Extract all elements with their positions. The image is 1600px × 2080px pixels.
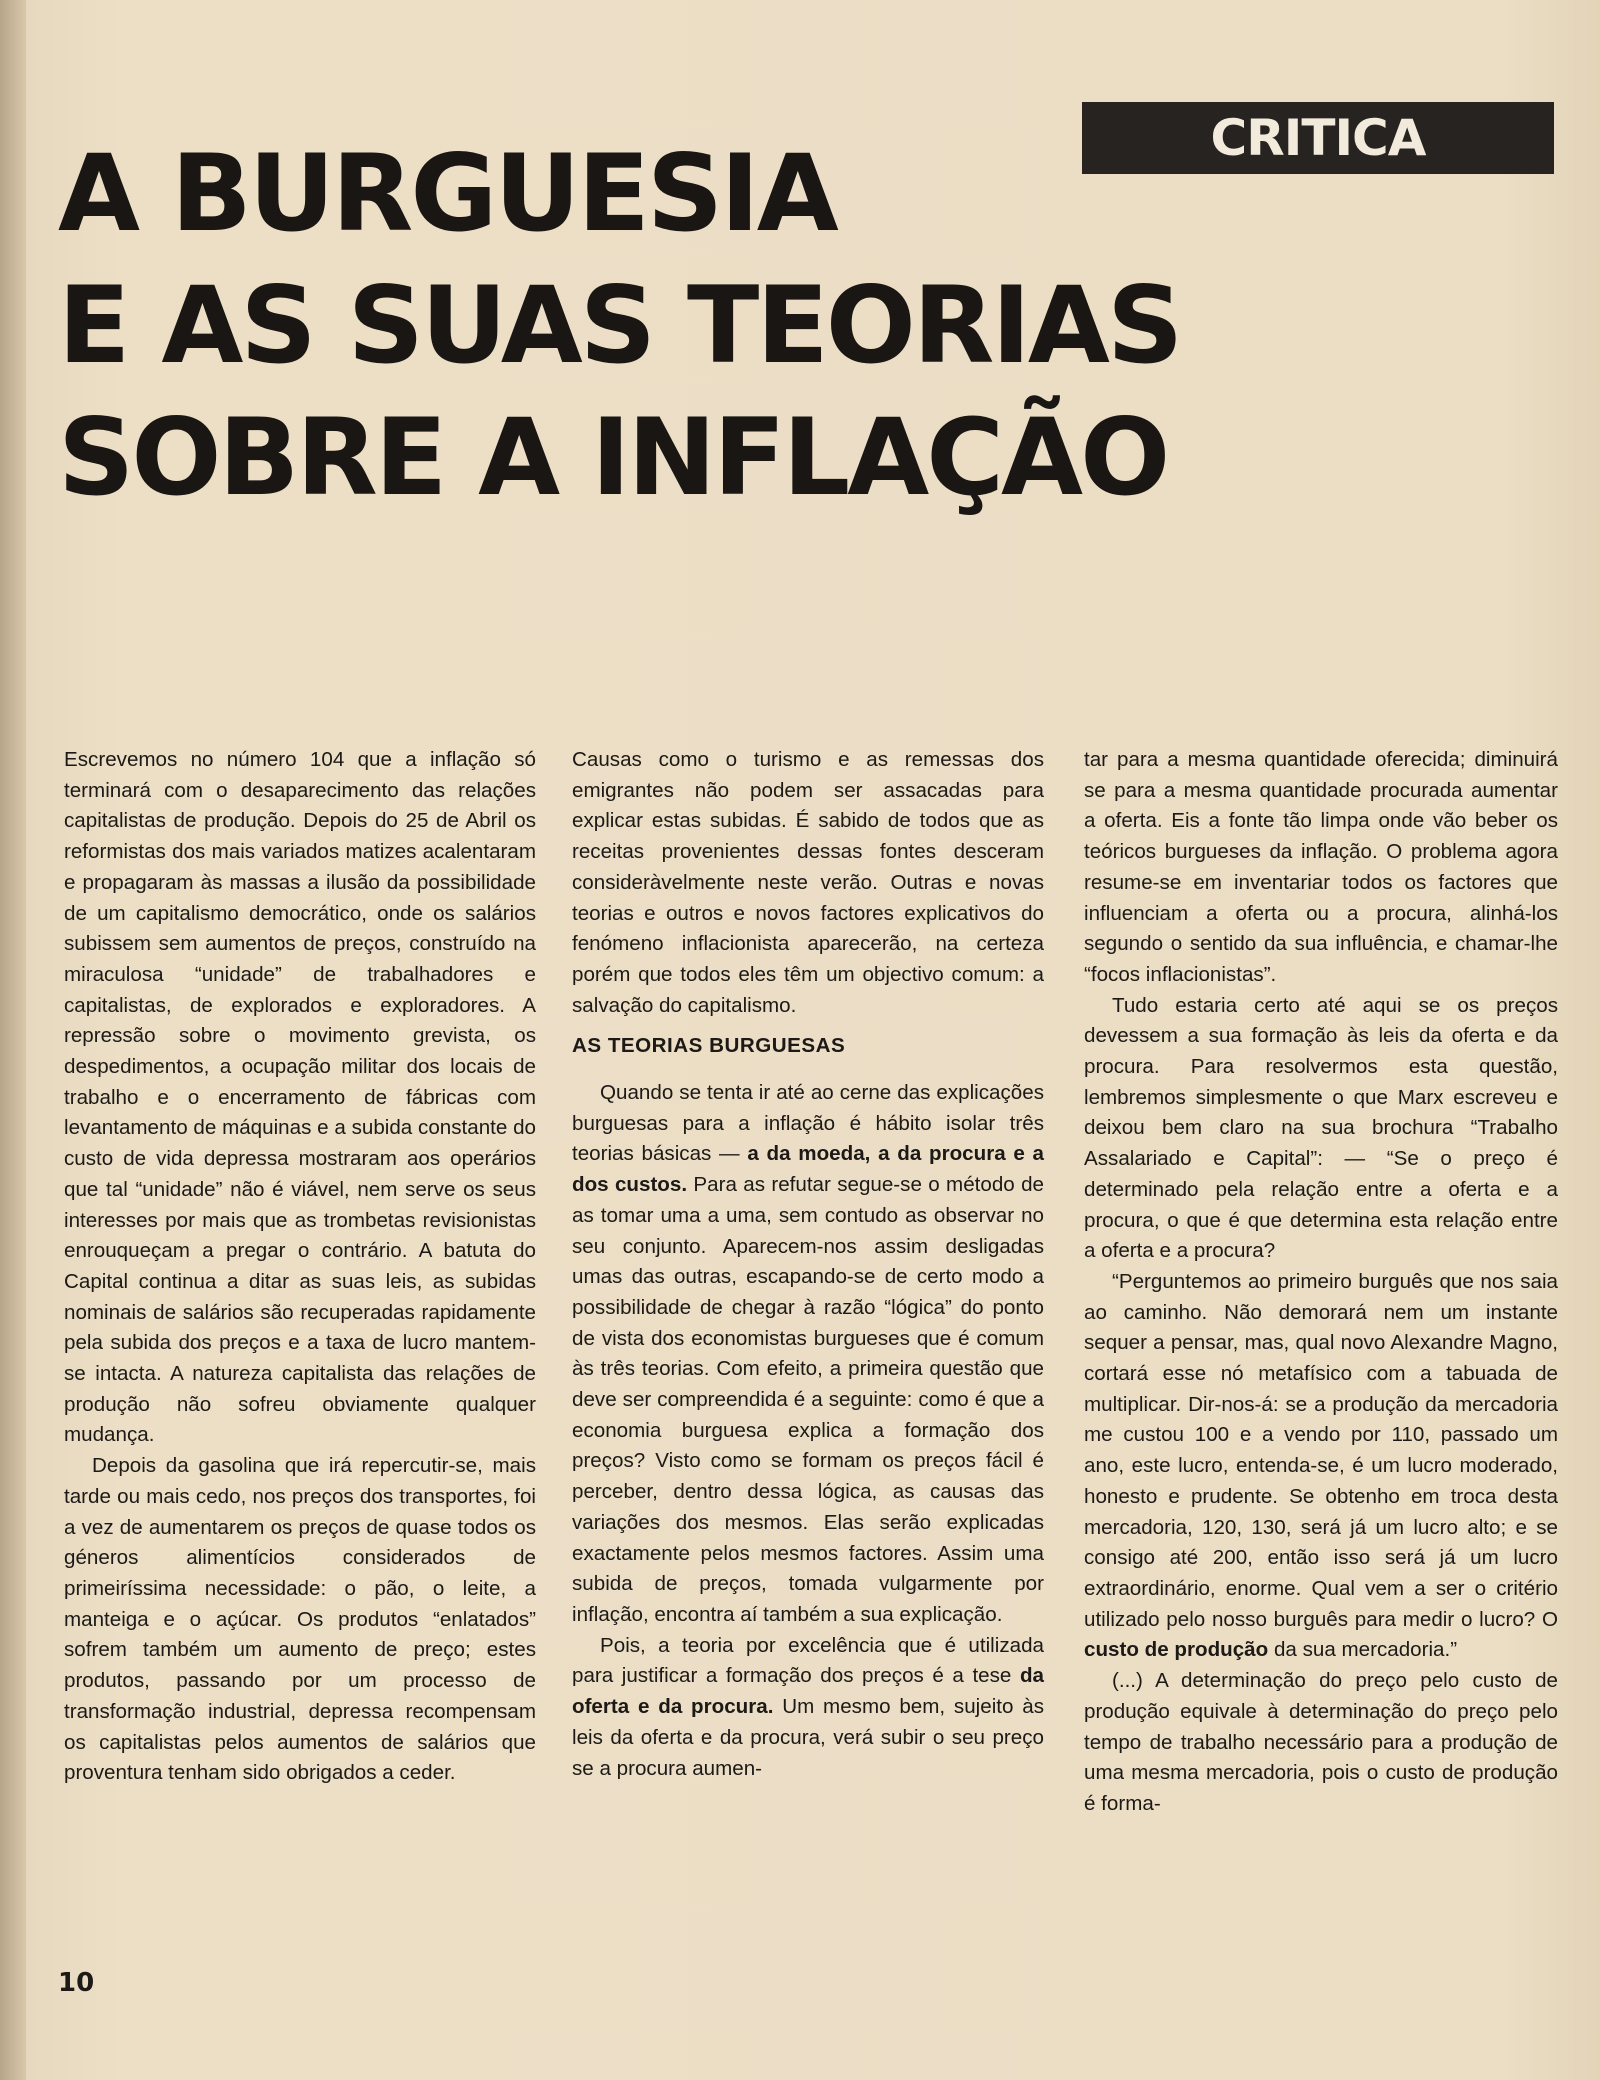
text-run: Um mesmo bem, sujeito às leis da oferta e da procura, verá subir o seu preço se a procura aumen- — [572, 1695, 1044, 1780]
section-subheading: AS TEORIAS BURGUESAS — [572, 1034, 846, 1058]
article-column-1 — [64, 745, 536, 1789]
text-run: “Perguntemos ao primeiro burguês que nos saia ao caminho. Não demorará nem um instante sequer a pensar, mas, qual novo Alexandre Magno, cortará esse nó metafísico com a tabuada de multiplicar. Dir-nos-á: se a produção da mercadoria me custou 100 e a vendo por 110, passado um ano, este lucro, entenda-se, é um lucro moderado, honesto e prudente. Se obtenho em troca desta mercadoria, 120, 130, será já um lucro alto; e se consigo até 200, então isso será já um lucro extraordinário, enorme. Qual vem a ser o critério utilizado pelo nosso burguês para medir o lucro? O — [1084, 1269, 1558, 1631]
text-run: Para as refutar segue-se o método de as tomar uma a uma, sem contudo as observar no seu conjunto. Aparecem-nos assim desligadas umas das outras, escapando-se de certo modo a possibilidade de chegar à razão “lógica” do ponto de vista dos economistas burgueses que é comum às três teorias. Com efeito, a primeira questão que deve ser compreendida é a seguinte: como é que a economia burguesa explica a formação dos preços? Visto como se formam os preços fácil é perceber, dentro dessa lógica, as causas das variações dos mesmos. Elas serão explicadas exactamente pelos mesmos factores. Assim uma subida de preços, tomada vulgarmente por inflação, encontra aí também a sua explicação. — [572, 1173, 1044, 1626]
section-label-critica: CRITICA — [1082, 102, 1554, 174]
article-column-2 — [572, 745, 1044, 1784]
headline-line-3: SOBRE A INFLAÇÃO — [58, 396, 1168, 519]
paragraph: Causas como o turismo e as remessas dos emigrantes não podem ser assacadas para explicar estas subidas. É sabido de todos que as receitas provenientes dessas fontes desceram consideràvelmente neste verão. Outras e novas teorias e outros e novos factores explicativos do fenómeno inflacionista aparecerão, na certeza porém que todos eles têm um objectivo comum: a salvação do capitalismo. — [572, 748, 1044, 1017]
paragraph: tar para a mesma quantidade oferecida; diminuirá se para a mesma quantidade procurada aumentar a oferta. Eis a fonte tão limpa onde vão beber os teóricos burgueses da inflação. O problema agora resume-se em inventariar todos os factores que influenciam a oferta ou a procura, alinhá-los segundo o sentido da sua influência, e chamar-lhe “focos inflacionistas”. — [1084, 748, 1558, 986]
headline-line-1: A BURGUESIA — [58, 132, 836, 255]
paragraph — [572, 1631, 1044, 1785]
page-spine-shadow — [0, 0, 26, 2080]
paragraph: Escrevemos no número 104 que a inflação só terminará com o desaparecimento das relações capitalistas de produção. Depois do 25 de Abril os reformistas dos mais variados matizes acalentaram e propagaram às massas a ilusão da possibilidade de um capitalismo democrático, onde os salários subissem sem aumentos de preços, construído na miraculosa “unidade” de trabalhadores e capitalistas, de explorados e exploradores. A repressão sobre o movimento grevista, os despedimentos, a ocupação militar dos locais de trabalho e o encerramento de fábricas com levantamento de máquinas e a subida constante do custo de vida depressa mostraram aos operários que tal “unidade” não é viável, nem serve os seus interesses por mais que as trombetas revisionistas enrouqueçam a pregar o contrário. A batuta do Capital continua a ditar as suas leis, as subidas nominais de salários são recuperadas rapidamente pela subida dos preços e a taxa de lucro mantem-se intacta. A natureza capitalista das relações de produção não sofreu obviamente qualquer mudança. — [64, 748, 536, 1447]
headline-line-2: E AS SUAS TEORIAS — [58, 264, 1181, 387]
text-run: Pois, a teoria por excelência que é utilizada para justificar a formação dos preços é a tese — [572, 1633, 1044, 1688]
emphasis-text: da oferta e da procura. — [572, 1664, 1044, 1719]
paragraph: Depois da gasolina que irá repercutir-se, mais tarde ou mais cedo, nos preços dos transportes, foi a vez de aumentarem os preços de quase todos os géneros alimentícios considerados de primeiríssima necessidade: o pão, o leite, a manteiga e o açúcar. Os produtos “enlatados” sofrem também um aumento de preço; estes produtos, passando por um processo de transformação industrial, depressa recompensam os capitalistas pelos aumentos de salários que proventura tenham sido obrigados a ceder. — [64, 1454, 536, 1785]
article-column-3 — [1084, 745, 1558, 1820]
emphasis-text: custo de produção — [1084, 1638, 1269, 1662]
paragraph — [572, 1078, 1044, 1631]
paragraph — [1084, 1267, 1558, 1666]
emphasis-text: a da moeda, a da procura e a dos custos. — [572, 1142, 1044, 1197]
article-headline — [58, 128, 1181, 524]
text-run: da sua mercadoria.” — [1273, 1638, 1458, 1662]
text-run: Quando se tenta ir até ao cerne das explicações burguesas para a inflação é hábito isolar três teorias básicas — — [572, 1081, 1044, 1166]
paragraph: (...) A determinação do preço pelo custo de produção equivale à determinação do preço pelo tempo de trabalho necessário para a produção de uma mesma mercadoria, pois o custo de produção é forma- — [1084, 1669, 1558, 1815]
page-number: 10 — [58, 1968, 95, 1998]
paragraph: Tudo estaria certo até aqui se os preços devessem a sua formação às leis da oferta e da procura. Para resolvermos esta questão, lembremos simplesmente o que Marx escreveu e deixou bem claro na sua brochura “Trabalho Assalariado e Capital”: — “Se o preço é determinado pela relação entre a oferta e a procura, o que é que determina esta relação entre a oferta e a procura? — [1084, 993, 1558, 1263]
